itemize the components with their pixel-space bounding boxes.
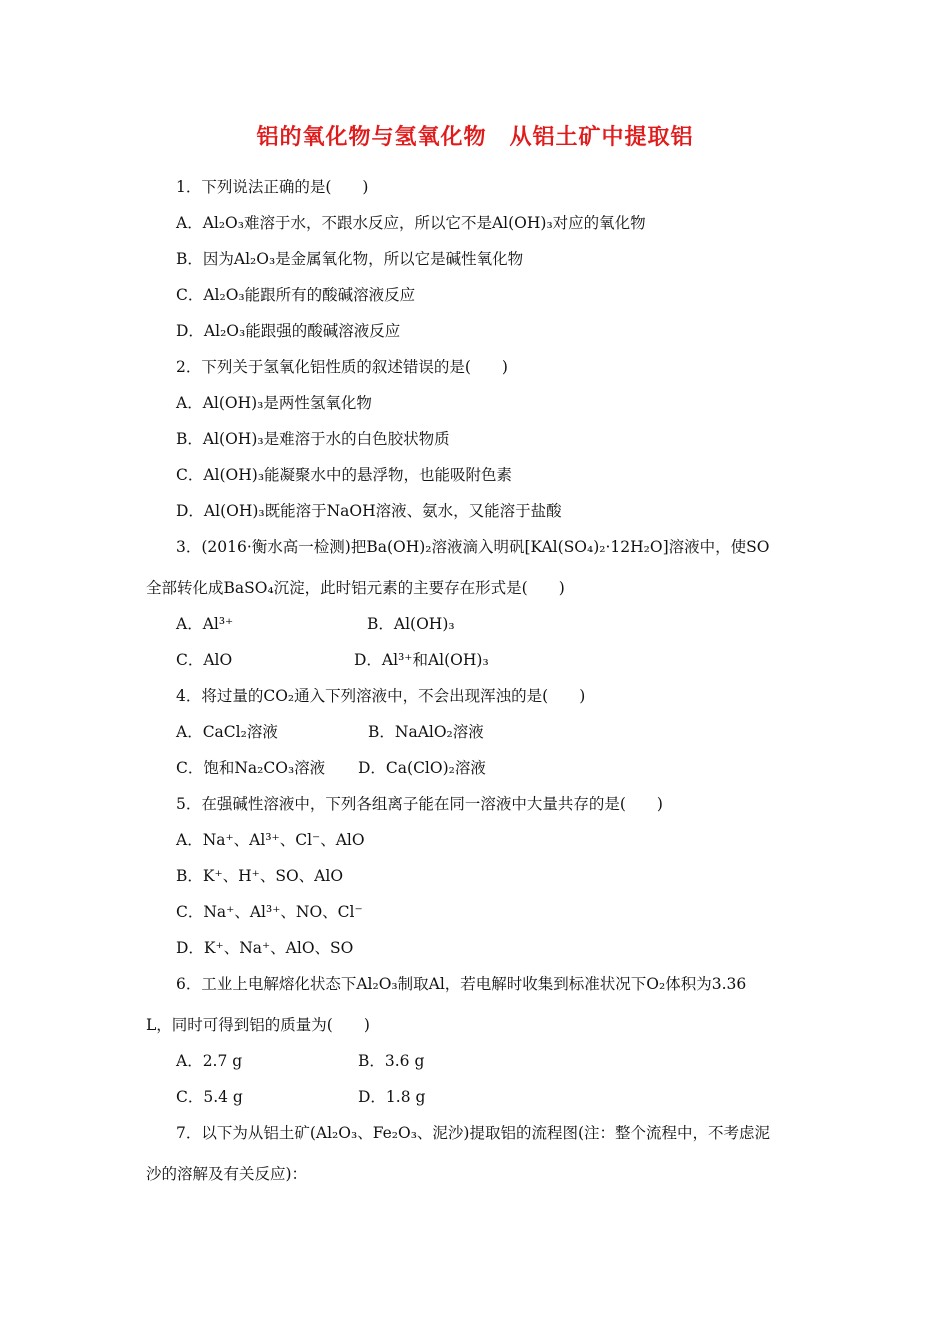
question-3-stem-line-1: 3．(2016·衡水高一检测)把Ba(OH)₂溶液滴入明矾[KAl(SO₄)₂·12H₂O]溶液中，使SO	[176, 538, 770, 556]
question-3-option-b: B．Al(OH)₃	[367, 615, 455, 633]
question-5-option-d: D．K⁺、Na⁺、AlO、SO	[176, 939, 354, 957]
question-5-stem: 5．在强碱性溶液中，下列各组离子能在同一溶液中大量共存的是( )	[176, 795, 663, 813]
question-4-stem: 4．将过量的CO₂通入下列溶液中，不会出现浑浊的是( )	[176, 687, 586, 705]
question-6-option-c: C．5.4 g	[176, 1088, 243, 1106]
question-1-stem: 1．下列说法正确的是( )	[176, 178, 369, 196]
question-4-option-c: C．饱和Na₂CO₃溶液	[176, 759, 326, 777]
question-1-option-c: C．Al₂O₃能跟所有的酸碱溶液反应	[176, 286, 416, 304]
question-4-option-a: A．CaCl₂溶液	[176, 723, 278, 741]
question-3-option-c: C．AlO	[176, 651, 233, 669]
question-3-option-a: A．Al³⁺	[176, 615, 234, 633]
question-2-option-a: A．Al(OH)₃是两性氢氧化物	[176, 394, 372, 412]
question-2-option-d: D．Al(OH)₃既能溶于NaOH溶液、氨水，又能溶于盐酸	[176, 502, 562, 520]
question-6-option-d: D．1.8 g	[358, 1088, 426, 1106]
question-4-option-b: B．NaAlO₂溶液	[368, 723, 484, 741]
question-5-option-c: C．Na⁺、Al³⁺、NO、Cl⁻	[176, 903, 363, 921]
question-6-stem-line-2: L，同时可得到铝的质量为( )	[146, 1016, 370, 1034]
question-7-stem-line-2: 沙的溶解及有关反应)：	[146, 1165, 308, 1183]
question-3-option-d: D．Al³⁺和Al(OH)₃	[354, 651, 489, 669]
question-2-option-b: B．Al(OH)₃是难溶于水的白色胶状物质	[176, 430, 450, 448]
question-3-stem-line-2: 全部转化成BaSO₄沉淀，此时铝元素的主要存在形式是( )	[146, 579, 565, 597]
question-1-option-a: A．Al₂O₃难溶于水，不跟水反应，所以它不是Al(OH)₃对应的氧化物	[176, 214, 646, 232]
question-5-option-b: B．K⁺、H⁺、SO、AlO	[176, 867, 344, 885]
question-6-option-b: B．3.6 g	[358, 1052, 425, 1070]
question-6-option-a: A．2.7 g	[176, 1052, 243, 1070]
question-4-option-d: D．Ca(ClO)₂溶液	[358, 759, 486, 777]
question-2-stem: 2．下列关于氢氧化铝性质的叙述错误的是( )	[176, 358, 508, 376]
question-5-option-a: A．Na⁺、Al³⁺、Cl⁻、AlO	[176, 831, 365, 849]
page-title: 铝的氧化物与氢氧化物 从铝土矿中提取铝	[256, 125, 694, 150]
question-2-option-c: C．Al(OH)₃能凝聚水中的悬浮物，也能吸附色素	[176, 466, 513, 484]
question-7-stem-line-1: 7．以下为从铝土矿(Al₂O₃、Fe₂O₃、泥沙)提取铝的流程图(注：整个流程中，不考虑泥	[176, 1124, 771, 1142]
question-6-stem-line-1: 6．工业上电解熔化状态下Al₂O₃制取Al，若电解时收集到标准状况下O₂体积为3.36	[176, 975, 747, 993]
question-1-option-b: B．因为Al₂O₃是金属氧化物，所以它是碱性氧化物	[176, 250, 524, 268]
question-1-option-d: D．Al₂O₃能跟强的酸碱溶液反应	[176, 322, 401, 340]
